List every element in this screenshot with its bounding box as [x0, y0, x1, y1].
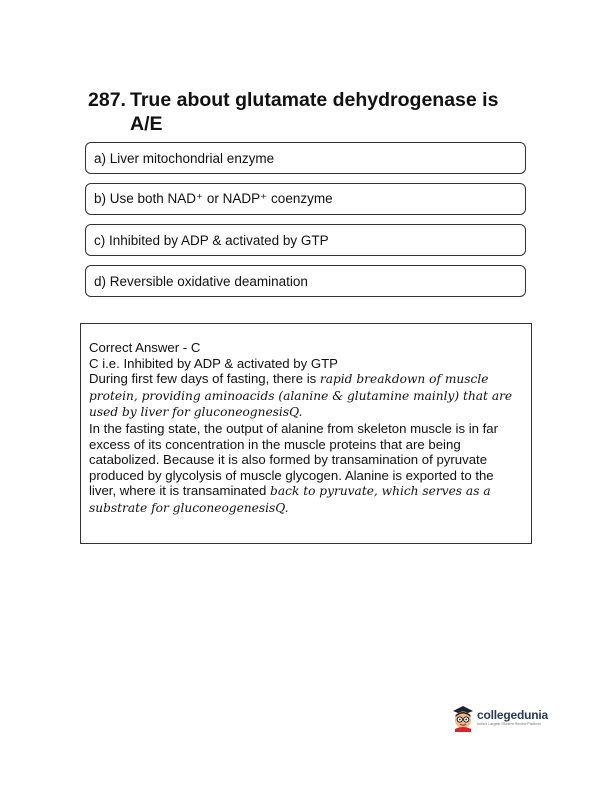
option-label: c) Inhibited by ADP & activated by GTP [94, 232, 329, 248]
option-c[interactable] [85, 224, 526, 256]
answer-ie: C i.e. Inhibited by ADP & activated by GTP [89, 355, 338, 371]
correct-answer: Correct Answer - C [89, 340, 201, 355]
answer-box [80, 323, 532, 544]
explanation-italic: back to pyruvate, which serves as a substrate for gluconeogenesisQ. [89, 484, 491, 515]
option-a[interactable] [85, 142, 526, 174]
question-number: 287. [88, 89, 126, 111]
options-list [85, 142, 526, 306]
question-text-line1: True about glutamate dehydrogenase is [130, 89, 499, 111]
logo-tagline: India's Largest Student Review Platform [477, 722, 541, 727]
option-label: d) Reversible oxidative deamination [94, 273, 308, 289]
question-text-line2: A/E [130, 113, 163, 135]
logo-name: collegedunia [477, 708, 548, 723]
option-label: a) Liver mitochondrial enzyme [94, 150, 275, 166]
explanation-paragraph-1 [89, 371, 523, 421]
option-b[interactable] [85, 183, 526, 215]
explanation-text: During first few days of fasting, there is [89, 371, 320, 387]
logo-words [477, 709, 548, 727]
explanation-italic: rapid breakdown of muscle protein, providing aminoacids (alanine & glutamine mainly) that are used by liver for gluconeognesisQ. [89, 372, 513, 420]
option-d[interactable] [85, 265, 526, 297]
explanation-text: In the fasting state, the output of alanine from skeleton muscle is in far excess of its concentration in the muscle proteins that are being catabolized. Because it is also formed by transamination of pyruvate produced by glycolysis of muscle glycogen. Alanine is exported to the liver, where it is transaminated [89, 420, 499, 499]
collegedunia-logo [451, 704, 548, 732]
mascot-icon [451, 704, 475, 732]
explanation-paragraph-2 [89, 421, 523, 517]
question-title [88, 88, 528, 136]
option-label: b) Use both NAD⁺ or NADP⁺ coenzyme [94, 191, 333, 206]
